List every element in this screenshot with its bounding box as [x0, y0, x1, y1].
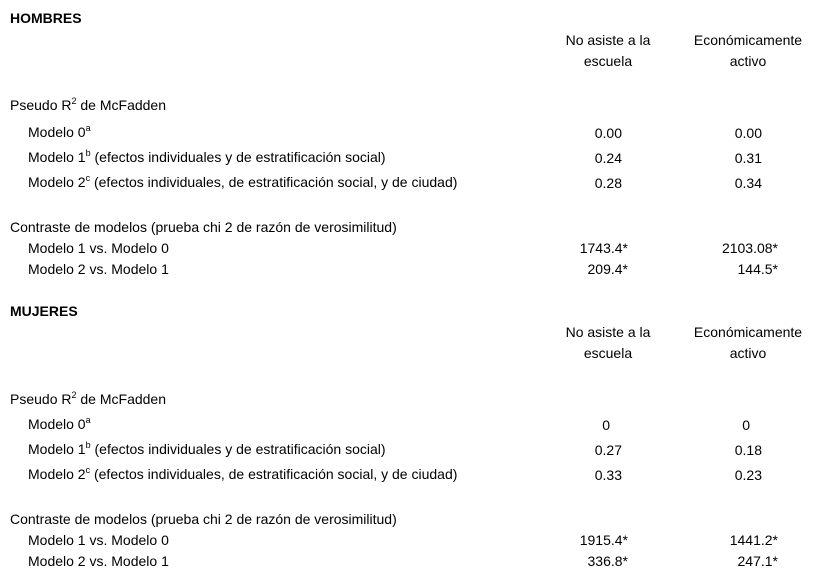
column-header-line: activo	[729, 345, 767, 361]
value-cell: 247.1*	[737, 553, 778, 569]
superscript: c	[85, 173, 91, 183]
value-cell: 336.8*	[587, 553, 628, 569]
value-cell: 0.24	[594, 150, 622, 166]
model-label	[28, 173, 457, 191]
value-cell: 0.18	[734, 442, 762, 458]
section-title-hombres: HOMBRES	[10, 10, 82, 26]
model-description: (efectos individuales, de estratificación social, y de ciudad)	[90, 174, 458, 190]
model-label	[28, 148, 386, 166]
value-cell: 0	[742, 417, 750, 433]
column-header-no-asiste	[560, 30, 656, 72]
column-header-line: escuela	[583, 345, 633, 361]
model-description: (efectos individuales y de estratificación social)	[90, 149, 386, 165]
pseudo-r2-label	[10, 96, 166, 114]
model-name: Modelo 1	[28, 441, 86, 457]
value-cell: 0.00	[594, 125, 622, 141]
value-cell: 0.31	[734, 150, 762, 166]
superscript: b	[85, 440, 91, 450]
model-name: Modelo 0	[28, 124, 86, 140]
value-cell: 144.5*	[737, 261, 778, 277]
model-description: (efectos individuales, de estratificación social, y de ciudad)	[90, 466, 458, 482]
superscript: b	[85, 148, 91, 158]
value-cell: 1743.4*	[579, 240, 628, 256]
pseudo-r2-text: Pseudo R	[10, 391, 72, 407]
column-header-economicamente-activo	[686, 30, 810, 72]
value-cell: 0.27	[594, 442, 622, 458]
contrast-label: Modelo 1 vs. Modelo 0	[28, 240, 169, 256]
column-header-line: escuela	[583, 53, 633, 69]
model-label	[28, 465, 457, 483]
value-cell: 0.00	[734, 125, 762, 141]
model-name: Modelo 2	[28, 466, 86, 482]
contrast-label: Modelo 1 vs. Modelo 0	[28, 532, 169, 548]
superscript: 2	[71, 96, 77, 106]
model-label	[28, 415, 91, 433]
value-cell: 209.4*	[587, 261, 628, 277]
pseudo-r2-label	[10, 390, 166, 408]
model-label	[28, 123, 91, 141]
contrast-label: Modelo 2 vs. Modelo 1	[28, 553, 169, 569]
value-cell: 0.34	[734, 175, 762, 191]
superscript: 2	[71, 390, 77, 400]
pseudo-r2-suffix: de McFadden	[76, 97, 166, 113]
column-header-line: activo	[729, 53, 767, 69]
superscript: a	[85, 123, 91, 133]
section-title-mujeres: MUJERES	[10, 303, 78, 319]
value-cell: 0.28	[594, 175, 622, 191]
model-label	[28, 440, 386, 458]
contrast-title: Contraste de modelos (prueba chi 2 de razón de verosimilitud)	[10, 219, 397, 235]
value-cell: 1915.4*	[579, 532, 628, 548]
model-name: Modelo 2	[28, 174, 86, 190]
superscript: c	[85, 465, 91, 475]
value-cell: 0	[602, 417, 610, 433]
column-header-economicamente-activo	[686, 322, 810, 364]
model-name: Modelo 0	[28, 416, 86, 432]
pseudo-r2-suffix: de McFadden	[76, 391, 166, 407]
value-cell: 2103.08*	[721, 240, 778, 256]
column-header-line: Económicamente	[693, 32, 803, 48]
contrast-label: Modelo 2 vs. Modelo 1	[28, 261, 169, 277]
value-cell: 0.33	[594, 467, 622, 483]
value-cell: 0.23	[734, 467, 762, 483]
pseudo-r2-text: Pseudo R	[10, 97, 72, 113]
column-header-line: No asiste a la	[565, 32, 651, 48]
contrast-title: Contraste de modelos (prueba chi 2 de razón de verosimilitud)	[10, 511, 397, 527]
model-description: (efectos individuales y de estratificación social)	[90, 441, 386, 457]
column-header-line: Económicamente	[693, 324, 803, 340]
value-cell: 1441.2*	[729, 532, 778, 548]
column-header-no-asiste	[560, 322, 656, 364]
model-name: Modelo 1	[28, 149, 86, 165]
superscript: a	[85, 415, 91, 425]
column-header-line: No asiste a la	[565, 324, 651, 340]
